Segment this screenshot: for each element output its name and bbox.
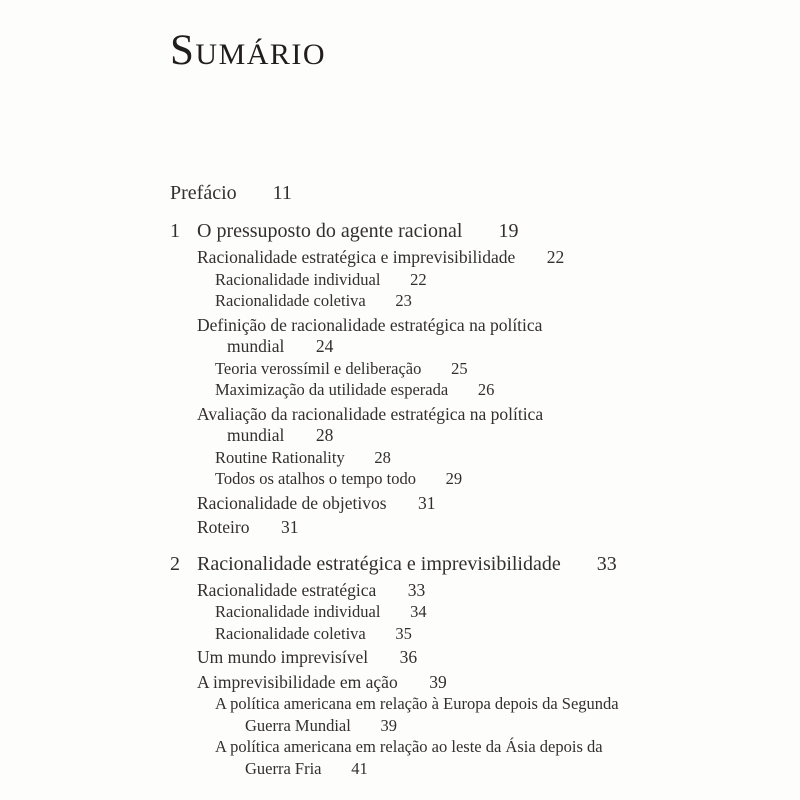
entry-page-number: 23 <box>395 291 412 310</box>
toc-entry <box>170 404 652 447</box>
toc-entry <box>170 247 652 269</box>
toc-entry <box>170 736 652 779</box>
entry-page-number: 11 <box>272 182 292 204</box>
toc-chapter-entry <box>170 218 652 244</box>
entry-page-number: 39 <box>380 715 398 735</box>
toc-entry <box>170 358 652 380</box>
chapter-number: 1 <box>170 220 180 242</box>
toc-list <box>170 180 652 779</box>
toc-entry <box>170 623 652 645</box>
entry-page-number: 29 <box>445 469 463 488</box>
entry-page-number: 33 <box>407 579 426 600</box>
entry-label: Definição de racionalidade estratégica na política mundial <box>197 314 543 356</box>
entry-page-number: 19 <box>498 220 519 242</box>
toc-entry <box>170 517 652 539</box>
entry-page-number: 41 <box>351 758 368 778</box>
entry-page-number: 26 <box>477 380 495 399</box>
toc-entry <box>170 468 652 490</box>
entry-label: Avaliação da racionalidade estratégica na política mundial <box>197 403 544 445</box>
toc-entry <box>170 379 652 401</box>
chapter-number: 2 <box>170 552 180 575</box>
entry-label: Um mundo imprevisível <box>197 647 369 667</box>
toc-entry <box>170 315 652 358</box>
entry-label: Racionalidade coletiva <box>215 623 366 643</box>
entry-label: Racionalidade de objetivos <box>197 492 387 513</box>
entry-label: Racionalidade coletiva <box>215 291 366 310</box>
entry-label: Racionalidade estratégica e imprevisibilidade <box>197 552 561 575</box>
entry-page-number: 28 <box>374 447 391 467</box>
toc-entry <box>170 493 652 515</box>
entry-page-number: 36 <box>399 647 418 667</box>
entry-label: A política americana em relação à Europa depois da Segunda Guerra Mundial <box>215 694 619 735</box>
entry-label: Racionalidade individual <box>215 269 381 289</box>
entry-label: A política americana em relação ao leste da Ásia depois da Guerra Fria <box>215 737 603 778</box>
toc-entry <box>170 290 652 312</box>
entry-label: Todos os atalhos o tempo todo <box>215 469 416 488</box>
entry-label: Teoria verossímil e deliberação <box>215 358 422 378</box>
entry-label: Prefácio <box>170 182 237 204</box>
entry-page-number: 24 <box>315 336 334 356</box>
toc-entry <box>170 180 652 206</box>
entry-label: A imprevisibilidade em ação <box>197 671 398 692</box>
entry-page-number: 22 <box>546 247 565 267</box>
entry-page-number: 34 <box>410 602 427 621</box>
entry-label: Racionalidade estratégica <box>197 579 377 600</box>
toc-entry <box>170 269 652 291</box>
entry-label: Racionalidade estratégica e imprevisibilidade <box>197 247 516 267</box>
toc-entry <box>170 447 652 469</box>
toc-entry <box>170 672 652 694</box>
entry-label: Roteiro <box>197 517 250 537</box>
entry-label: O pressuposto do agente racional <box>197 220 463 242</box>
entry-page-number: 35 <box>395 623 412 643</box>
toc-entry <box>170 580 652 602</box>
toc-entry <box>170 693 652 736</box>
toc-chapter-entry <box>170 551 652 577</box>
entry-label: Routine Rationality <box>215 447 345 467</box>
entry-page-number: 39 <box>429 671 447 692</box>
entry-page-number: 25 <box>451 358 468 378</box>
entry-label: Racionalidade individual <box>215 602 381 621</box>
toc-entry <box>170 647 652 669</box>
entry-page-number: 33 <box>596 552 617 575</box>
entry-page-number: 22 <box>410 269 427 289</box>
entry-label: Maximização da utilidade esperada <box>215 380 449 399</box>
toc-entry <box>170 601 652 623</box>
page-title: Sumário <box>170 27 327 74</box>
entry-page-number: 31 <box>281 517 299 537</box>
entry-page-number: 28 <box>315 425 334 445</box>
entry-page-number: 31 <box>418 492 436 513</box>
